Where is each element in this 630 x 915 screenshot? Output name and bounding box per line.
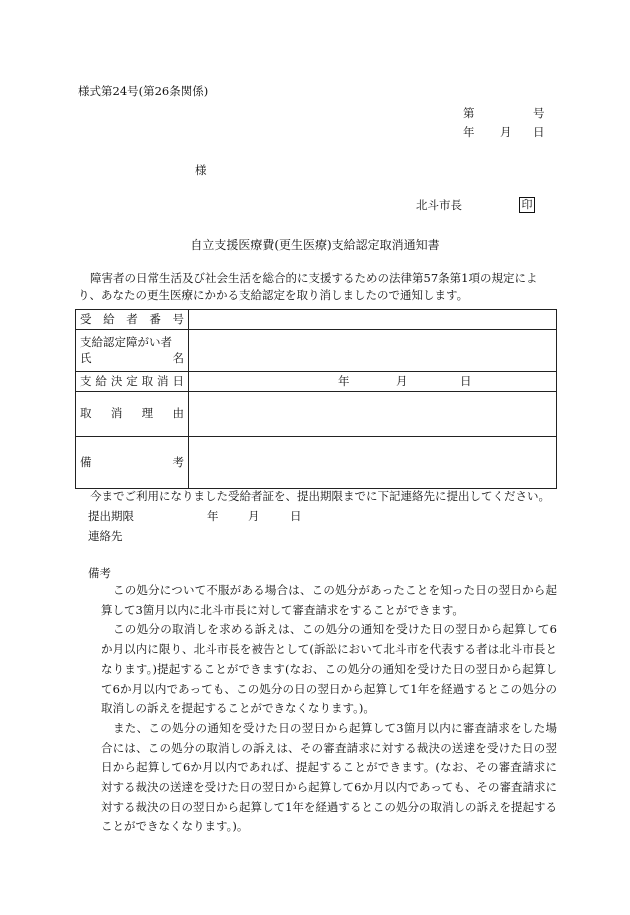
label-char: 支 bbox=[80, 373, 92, 388]
label-char: 給 bbox=[95, 373, 107, 388]
label-char: 号 bbox=[172, 311, 184, 326]
remarks-body bbox=[101, 581, 557, 837]
cancel-month: 月 bbox=[396, 373, 408, 388]
label-person-name-line1: 支給認定障がい者 bbox=[80, 334, 172, 349]
label-person-name bbox=[76, 330, 189, 372]
row-remarks bbox=[76, 437, 557, 489]
label-char: 番 bbox=[149, 311, 161, 326]
seal-mark: 印 bbox=[519, 197, 535, 213]
number-suffix: 号 bbox=[533, 106, 545, 120]
issue-month: 月 bbox=[500, 125, 512, 139]
label-person-name-mei: 名 bbox=[172, 351, 184, 365]
label-recipient-number bbox=[76, 310, 189, 330]
label-char: 消 bbox=[157, 373, 169, 388]
label-char: 取 bbox=[80, 406, 92, 421]
return-instruction: 今までご利用になりました受給者証を、提出期限までに下記連絡先に提出してください。 bbox=[90, 489, 550, 503]
deadline-month: 月 bbox=[248, 509, 260, 523]
label-cancel-date bbox=[76, 372, 189, 392]
cancel-day: 日 bbox=[460, 373, 472, 388]
issuer-name: 北斗市長 bbox=[416, 198, 462, 212]
deadline-year: 年 bbox=[207, 509, 219, 523]
issue-day: 日 bbox=[533, 125, 545, 139]
value-remarks bbox=[189, 437, 557, 489]
deadline-day: 日 bbox=[290, 509, 302, 523]
remarks-paragraph: また、この処分の通知を受けた日の翌日から起算して3箇月以内に審査請求をした場合には、この処分の取消しの訴えは、その審査請求に対する裁決の送達を受けた日の翌日から起算して6か月以内であれば、提起することができます。(なお、その審査請求に対する裁決の送達を受けた日の翌日から起算して6か月以内であっても、その審査請求に対する裁決の日の翌日から起算して1年を経過するとこの処分の取消しの訴えを提起することができなくなります。)。 bbox=[101, 720, 557, 834]
issue-year: 年 bbox=[463, 125, 475, 139]
document-number-line bbox=[463, 108, 545, 120]
label-char: 理 bbox=[141, 406, 154, 421]
label-remarks bbox=[76, 437, 189, 489]
label-person-name-line2 bbox=[80, 353, 184, 365]
label-char: 給 bbox=[103, 311, 115, 326]
addressee-suffix: 様 bbox=[195, 163, 207, 177]
label-char: 由 bbox=[172, 406, 184, 421]
deadline-date bbox=[207, 511, 302, 523]
value-person-name bbox=[189, 330, 557, 372]
label-reason-text bbox=[80, 408, 184, 420]
document-title: 自立支援医療費(更生医療)支給認定取消通知書 bbox=[190, 238, 440, 252]
label-reason bbox=[76, 392, 189, 437]
row-reason bbox=[76, 392, 557, 437]
label-char: 決 bbox=[110, 373, 123, 388]
label-char: 取 bbox=[141, 373, 154, 388]
label-char: 消 bbox=[110, 406, 123, 421]
cancel-year: 年 bbox=[338, 373, 350, 388]
remarks-paragraph: この処分について不服がある場合は、この処分があったことを知った日の翌日から起算して3箇月以内に北斗市長に対して審査請求をすることができます。 bbox=[101, 583, 557, 617]
remarks-heading: 備考 bbox=[88, 566, 111, 580]
remarks-paragraph: この処分の取消しを求める訴えは、この処分の通知を受けた日の翌日から起算して6か月以内に限り、北斗市長を被告として(訴訟において北斗市を代表する者は北斗市長となります。)提起することができます(なお、この処分の通知を受けた日の翌日から起算して6か月以内であっても、この処分の日の翌日から起算して1年を経過するとこの処分の取消しの訴えを提起することができなくなります。)。 bbox=[101, 622, 557, 716]
notice-table bbox=[75, 309, 557, 489]
intro-text bbox=[78, 270, 558, 304]
form-number: 様式第24号(第26条関係) bbox=[78, 84, 209, 98]
label-remarks-kou: 考 bbox=[172, 454, 184, 469]
label-remarks-text bbox=[80, 454, 184, 469]
row-recipient-number bbox=[76, 310, 557, 330]
contact-label: 連絡先 bbox=[88, 529, 123, 543]
intro-paragraph: 障害者の日常生活及び社会生活を総合的に支援するための法律第57条第1項の規定により、あなたの更生医療にかかる支給認定を取り消しましたので通知します。 bbox=[78, 271, 538, 302]
value-cancel-date bbox=[189, 372, 557, 392]
row-person-name bbox=[76, 330, 557, 372]
value-reason bbox=[189, 392, 557, 437]
label-cancel-date-text bbox=[80, 373, 184, 388]
label-person-name-shi: 氏 bbox=[80, 351, 92, 365]
issue-date-line bbox=[463, 127, 545, 139]
value-recipient-number bbox=[189, 310, 557, 330]
deadline-label: 提出期限 bbox=[88, 509, 134, 523]
row-cancel-date bbox=[76, 372, 557, 392]
label-char: 日 bbox=[172, 373, 184, 388]
label-recipient-number-text bbox=[80, 311, 184, 326]
number-prefix: 第 bbox=[463, 106, 475, 120]
label-char: 者 bbox=[126, 311, 138, 326]
label-char: 受 bbox=[80, 311, 92, 326]
label-remarks-bi: 備 bbox=[80, 454, 92, 469]
label-char: 定 bbox=[126, 373, 138, 388]
